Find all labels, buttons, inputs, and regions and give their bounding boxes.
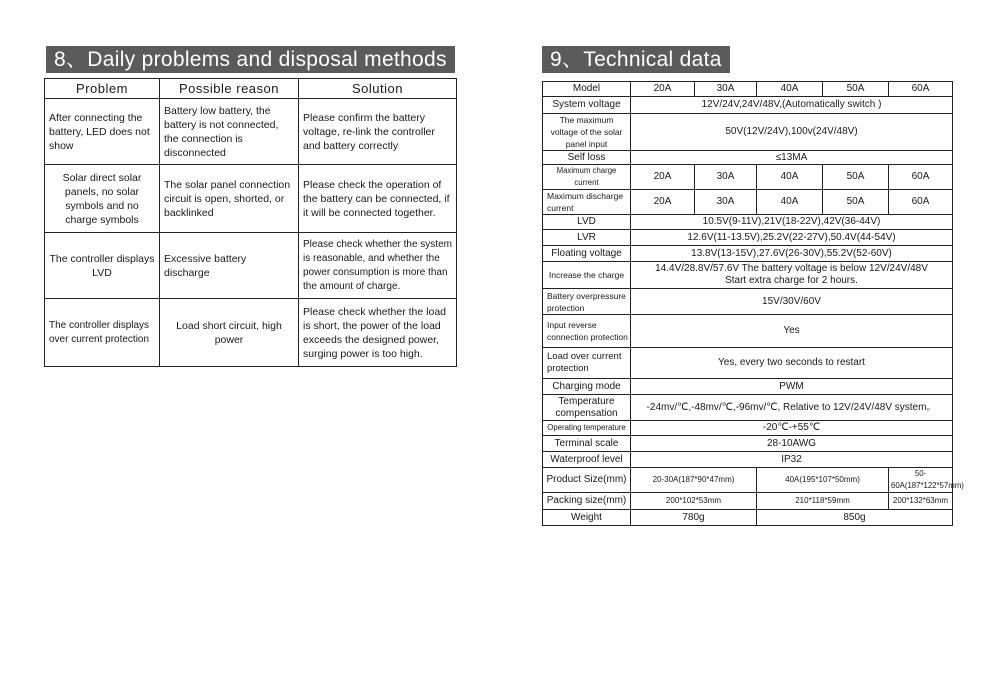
- section-title-daily-problems: 8、Daily problems and disposal methods: [46, 46, 455, 73]
- value-cell: 30A: [695, 190, 757, 215]
- value-cell: 60A: [889, 190, 953, 215]
- row-label: Terminal scale: [543, 436, 631, 452]
- value-cell: 28-10AWG: [631, 436, 953, 452]
- table-row-temperature-compensation: [543, 395, 953, 421]
- value-cell: Yes: [631, 315, 953, 348]
- section-title-technical-data: 9、Technical data: [542, 46, 730, 73]
- table-row-battery-overpressure: [543, 289, 953, 315]
- table-header-row: [45, 79, 457, 99]
- value-cell: 850g: [757, 510, 953, 526]
- value-cell: 50A: [823, 190, 889, 215]
- value-cell: 40A(195*107*50mm): [757, 468, 889, 493]
- value-cell: [631, 262, 953, 289]
- reason-cell: Load short circuit, high power: [160, 299, 299, 367]
- table-row-lvd: [543, 215, 953, 230]
- row-label: Model: [543, 82, 631, 97]
- model-cell: 20A: [631, 82, 695, 97]
- value-cell: 60A: [889, 165, 953, 190]
- reason-cell: Excessive battery discharge: [160, 233, 299, 299]
- table-row-max-charge-current: [543, 165, 953, 190]
- row-label: Floating voltage: [543, 246, 631, 262]
- table-row-waterproof: [543, 452, 953, 468]
- value-cell: 12.6V(11-13.5V),25.2V(22-27V),50.4V(44-54V): [631, 230, 953, 246]
- solution-cell: Please check whether the system is reasonable, and whether the power consumption is more than the amount of charge.: [299, 233, 457, 299]
- value-cell: 20-30A(187*90*47mm): [631, 468, 757, 493]
- row-label: Charging mode: [543, 379, 631, 395]
- column-header-problem: Problem: [45, 79, 160, 99]
- value-cell: 12V/24V,24V/48V,(Automatically switch ): [631, 97, 953, 114]
- row-label: The maximum voltage of the solar panel input: [543, 114, 631, 151]
- table-row: [45, 165, 457, 233]
- column-header-solution: Solution: [299, 79, 457, 99]
- value-cell: 40A: [757, 165, 823, 190]
- value-cell: 50V(12V/24V),100v(24V/48V): [631, 114, 953, 151]
- row-label: Battery overpressure protection: [543, 289, 631, 315]
- daily-problems-table: [44, 78, 457, 367]
- model-cell: 40A: [757, 82, 823, 97]
- table-row-increase-charge: [543, 262, 953, 289]
- value-cell: 20A: [631, 190, 695, 215]
- row-label: LVR: [543, 230, 631, 246]
- row-label: Weight: [543, 510, 631, 526]
- table-row-product-size: [543, 468, 953, 493]
- value-cell: PWM: [631, 379, 953, 395]
- problem-cell: Solar direct solar panels, no solar symbols and no charge symbols: [45, 165, 160, 233]
- row-label: Product Size(mm): [543, 468, 631, 493]
- row-label: Self loss: [543, 151, 631, 165]
- row-label: Load over current protection: [543, 348, 631, 379]
- value-cell: 200*102*53mm: [631, 493, 757, 510]
- technical-data-table: [542, 81, 964, 526]
- value-cell: Yes, every two seconds to restart: [631, 348, 953, 379]
- solution-cell: Please check the operation of the battery can be connected, if it will be connected together.: [299, 165, 457, 233]
- reason-cell: The solar panel connection circuit is open, shorted, or backlinked: [160, 165, 299, 233]
- column-header-possible-reason: Possible reason: [160, 79, 299, 99]
- table-row-max-solar-input: [543, 114, 953, 151]
- row-label: Maximum charge current: [543, 165, 631, 190]
- table-row-lvr: [543, 230, 953, 246]
- problem-cell: The controller displays LVD: [45, 233, 160, 299]
- value-cell: 200*132*63mm: [889, 493, 953, 510]
- problem-cell: After connecting the battery, LED does not show: [45, 99, 160, 165]
- value-cell: 210*118*59mm: [757, 493, 889, 510]
- value-cell: 30A: [695, 165, 757, 190]
- row-label: Packing size(mm): [543, 493, 631, 510]
- table-row-charging-mode: [543, 379, 953, 395]
- value-cell: 50A: [823, 165, 889, 190]
- table-row-max-discharge-current: [543, 190, 953, 215]
- reason-cell: Battery low battery, the battery is not connected, the connection is disconnected: [160, 99, 299, 165]
- table-row-packing-size: [543, 493, 953, 510]
- value-cell: -24mv/℃,-48mv/℃,-96mv/℃, Relative to 12V/24V/48V system。: [631, 395, 953, 421]
- row-label: System voltage: [543, 97, 631, 114]
- row-label: Operating temperature: [543, 421, 631, 436]
- row-label: Increase the charge: [543, 262, 631, 289]
- table-row: [45, 99, 457, 165]
- row-label: Maximum discharge current: [543, 190, 631, 215]
- model-cell: 50A: [823, 82, 889, 97]
- row-label: Input reverse connection protection: [543, 315, 631, 348]
- value-cell: 10.5V(9-11V),21V(18-22V),42V(36-44V): [631, 215, 953, 230]
- table-row-load-overcurrent: [543, 348, 953, 379]
- table-row-input-reverse: [543, 315, 953, 348]
- table-row-floating-voltage: [543, 246, 953, 262]
- table-row: [45, 299, 457, 367]
- row-label: Temperature compensation: [543, 395, 631, 421]
- solution-cell: Please confirm the battery voltage, re-link the controller and battery correctly: [299, 99, 457, 165]
- value-cell: IP32: [631, 452, 953, 468]
- model-cell: 60A: [889, 82, 953, 97]
- value-cell: -20℃-+55℃: [631, 421, 953, 436]
- solution-cell: Please check whether the load is short, the power of the load exceeds the designed power, surging power is too high.: [299, 299, 457, 367]
- table-row-self-loss: [543, 151, 953, 165]
- value-cell: 15V/30V/60V: [631, 289, 953, 315]
- table-row-terminal-scale: [543, 436, 953, 452]
- value-line: 14.4V/28.8V/57.6V The battery voltage is below 12V/24V/48V: [655, 263, 928, 274]
- table-row-model: [543, 82, 953, 97]
- value-cell: 13.8V(13-15V),27.6V(26-30V),55.2V(52-60V): [631, 246, 953, 262]
- table-row-operating-temperature: [543, 421, 953, 436]
- row-label: Waterproof level: [543, 452, 631, 468]
- model-cell: 30A: [695, 82, 757, 97]
- problem-cell: The controller displays over current protection: [45, 299, 160, 367]
- value-line: Start extra charge for 2 hours.: [725, 275, 858, 286]
- table-row-weight: [543, 510, 953, 526]
- table-row-system-voltage: [543, 97, 953, 114]
- row-label: LVD: [543, 215, 631, 230]
- value-cell: 40A: [757, 190, 823, 215]
- value-cell: 20A: [631, 165, 695, 190]
- value-cell: 50-60A(187*122*57mm): [889, 468, 953, 493]
- table-row: [45, 233, 457, 299]
- value-cell: 780g: [631, 510, 757, 526]
- value-cell: ≤13MA: [631, 151, 953, 165]
